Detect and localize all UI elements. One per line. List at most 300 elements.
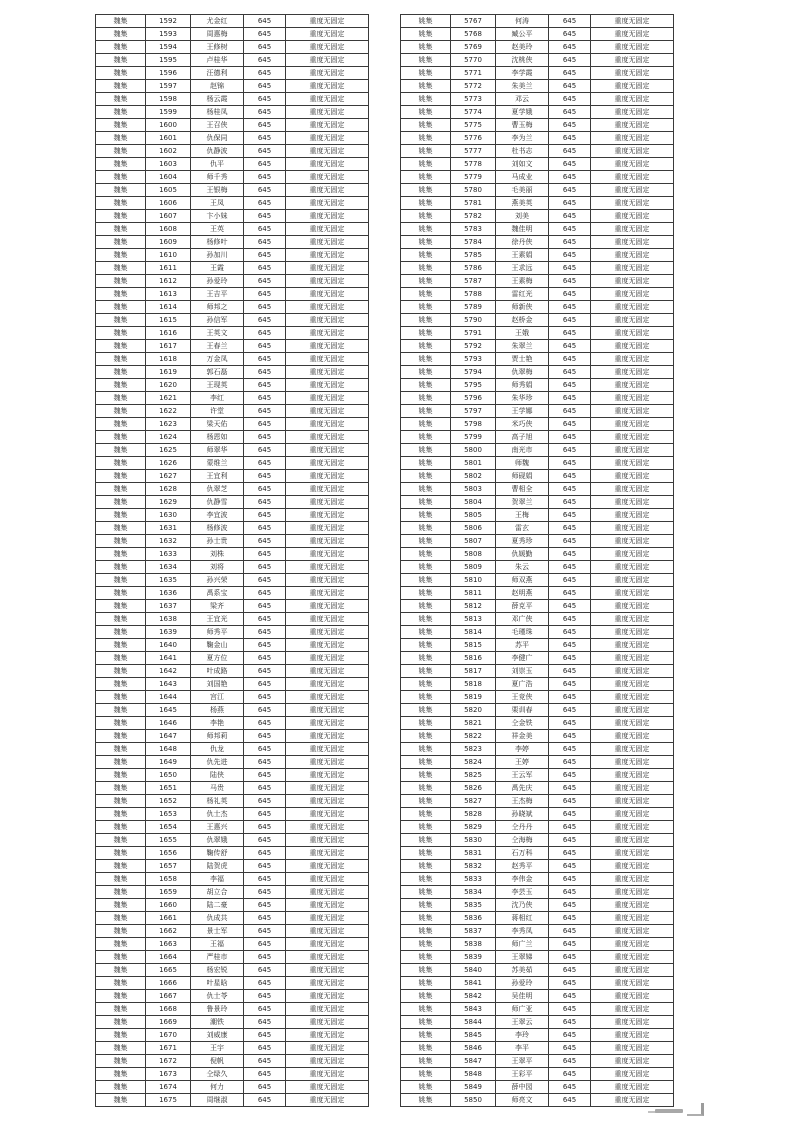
serial-cell: 1659: [146, 886, 191, 899]
area-cell: 姚集: [401, 288, 451, 301]
name-cell: 禹先庆: [496, 782, 549, 795]
name-cell: 王素娟: [496, 249, 549, 262]
area-cell: 姚集: [401, 145, 451, 158]
area-cell: 魏集: [96, 964, 146, 977]
category-cell: 重度无固定: [591, 80, 674, 93]
name-cell: 师广亚: [496, 1003, 549, 1016]
name-cell: 师翠华: [191, 444, 244, 457]
serial-cell: 1670: [146, 1029, 191, 1042]
name-cell: 沈乃侠: [496, 899, 549, 912]
table-row: [96, 964, 369, 977]
amount-cell: 645: [549, 808, 591, 821]
amount-cell: 645: [549, 366, 591, 379]
table-row: [96, 93, 369, 106]
table-row: [96, 730, 369, 743]
serial-cell: 5795: [451, 379, 496, 392]
amount-cell: 645: [549, 665, 591, 678]
table-row: [96, 938, 369, 951]
area-cell: 魏集: [96, 899, 146, 912]
area-cell: 魏集: [96, 366, 146, 379]
serial-cell: 1614: [146, 301, 191, 314]
amount-cell: 645: [244, 925, 286, 938]
category-cell: 重度无固定: [286, 457, 369, 470]
category-cell: 重度无固定: [286, 184, 369, 197]
name-cell: 王福: [191, 938, 244, 951]
table-row: [401, 54, 674, 67]
amount-cell: 645: [549, 301, 591, 314]
area-cell: 姚集: [401, 1003, 451, 1016]
amount-cell: 645: [549, 496, 591, 509]
table-row: [96, 314, 369, 327]
area-cell: 魏集: [96, 1003, 146, 1016]
serial-cell: 5813: [451, 613, 496, 626]
table-row: [96, 379, 369, 392]
table-row: [401, 171, 674, 184]
serial-cell: 1652: [146, 795, 191, 808]
amount-cell: 645: [549, 561, 591, 574]
table-row: [401, 808, 674, 821]
area-cell: 魏集: [96, 483, 146, 496]
area-cell: 姚集: [401, 1042, 451, 1055]
name-cell: 王英: [191, 223, 244, 236]
serial-cell: 5800: [451, 444, 496, 457]
amount-cell: 645: [244, 665, 286, 678]
scan-smudge-corner: [687, 1103, 704, 1116]
area-cell: 魏集: [96, 392, 146, 405]
category-cell: 重度无固定: [591, 873, 674, 886]
area-cell: 姚集: [401, 1055, 451, 1068]
area-cell: 魏集: [96, 860, 146, 873]
name-cell: 师双燕: [496, 574, 549, 587]
category-cell: 重度无固定: [591, 275, 674, 288]
name-cell: 夏方位: [191, 652, 244, 665]
category-cell: 重度无固定: [591, 509, 674, 522]
table-row: [96, 457, 369, 470]
name-cell: 王修树: [191, 41, 244, 54]
category-cell: 重度无固定: [591, 834, 674, 847]
area-cell: 姚集: [401, 587, 451, 600]
serial-cell: 5802: [451, 470, 496, 483]
category-cell: 重度无固定: [286, 574, 369, 587]
name-cell: 孙兴荣: [191, 574, 244, 587]
amount-cell: 645: [549, 756, 591, 769]
name-cell: 仇平: [191, 158, 244, 171]
serial-cell: 1622: [146, 405, 191, 418]
table-row: [401, 1081, 674, 1094]
area-cell: 魏集: [96, 912, 146, 925]
area-cell: 姚集: [401, 483, 451, 496]
amount-cell: 645: [244, 210, 286, 223]
area-cell: 姚集: [401, 535, 451, 548]
table-row: [96, 626, 369, 639]
category-cell: 重度无固定: [286, 249, 369, 262]
name-cell: 祥金美: [496, 730, 549, 743]
name-cell: 仇静波: [191, 145, 244, 158]
area-cell: 姚集: [401, 431, 451, 444]
serial-cell: 5833: [451, 873, 496, 886]
table-row: [401, 158, 674, 171]
category-cell: 重度无固定: [591, 1094, 674, 1107]
table-row: [96, 418, 369, 431]
amount-cell: 645: [244, 912, 286, 925]
area-cell: 魏集: [96, 236, 146, 249]
amount-cell: 645: [244, 886, 286, 899]
serial-cell: 1671: [146, 1042, 191, 1055]
category-cell: 重度无固定: [286, 379, 369, 392]
serial-cell: 1658: [146, 873, 191, 886]
table-row: [401, 67, 674, 80]
serial-cell: 1623: [146, 418, 191, 431]
category-cell: 重度无固定: [591, 431, 674, 444]
name-cell: 曹相全: [496, 483, 549, 496]
name-cell: 师千秀: [191, 171, 244, 184]
category-cell: 重度无固定: [591, 457, 674, 470]
area-cell: 姚集: [401, 340, 451, 353]
serial-cell: 5768: [451, 28, 496, 41]
name-cell: 李红: [191, 392, 244, 405]
area-cell: 姚集: [401, 678, 451, 691]
area-cell: 魏集: [96, 886, 146, 899]
table-row: [401, 119, 674, 132]
area-cell: 魏集: [96, 1042, 146, 1055]
area-cell: 魏集: [96, 717, 146, 730]
amount-cell: 645: [244, 600, 286, 613]
category-cell: 重度无固定: [286, 470, 369, 483]
name-cell: 王翠娣: [496, 951, 549, 964]
category-cell: 重度无固定: [286, 834, 369, 847]
serial-cell: 5822: [451, 730, 496, 743]
amount-cell: 645: [549, 990, 591, 1003]
name-cell: 倪帆: [191, 1055, 244, 1068]
category-cell: 重度无固定: [286, 496, 369, 509]
amount-cell: 645: [549, 106, 591, 119]
table-row: [401, 262, 674, 275]
category-cell: 重度无固定: [591, 483, 674, 496]
area-cell: 魏集: [96, 80, 146, 93]
category-cell: 重度无固定: [286, 132, 369, 145]
amount-cell: 645: [244, 1081, 286, 1094]
name-cell: 夏学娥: [496, 106, 549, 119]
table-row: [401, 535, 674, 548]
area-cell: 魏集: [96, 15, 146, 28]
amount-cell: 645: [244, 860, 286, 873]
area-cell: 姚集: [401, 1029, 451, 1042]
category-cell: 重度无固定: [286, 639, 369, 652]
category-cell: 重度无固定: [591, 951, 674, 964]
area-cell: 姚集: [401, 132, 451, 145]
amount-cell: 645: [549, 1042, 591, 1055]
name-cell: 仇媛勤: [496, 548, 549, 561]
amount-cell: 645: [549, 171, 591, 184]
serial-cell: 5782: [451, 210, 496, 223]
table-row: [96, 197, 369, 210]
table-row: [96, 392, 369, 405]
serial-cell: 1611: [146, 262, 191, 275]
area-cell: 姚集: [401, 613, 451, 626]
serial-cell: 5839: [451, 951, 496, 964]
amount-cell: 645: [549, 353, 591, 366]
name-cell: 杨宏锐: [191, 964, 244, 977]
serial-cell: 1608: [146, 223, 191, 236]
area-cell: 姚集: [401, 262, 451, 275]
table-row: [401, 483, 674, 496]
name-cell: 李平: [496, 1042, 549, 1055]
area-cell: 姚集: [401, 1016, 451, 1029]
amount-cell: 645: [549, 743, 591, 756]
table-row: [401, 600, 674, 613]
name-cell: 曹玉梅: [496, 119, 549, 132]
table-row: [401, 379, 674, 392]
table-row: [96, 301, 369, 314]
area-cell: 魏集: [96, 821, 146, 834]
table-row: [96, 509, 369, 522]
amount-cell: 645: [244, 964, 286, 977]
amount-cell: 645: [549, 977, 591, 990]
area-cell: 魏集: [96, 834, 146, 847]
table-row: [96, 795, 369, 808]
table-row: [96, 756, 369, 769]
area-cell: 姚集: [401, 691, 451, 704]
table-row: [401, 444, 674, 457]
category-cell: 重度无固定: [286, 1029, 369, 1042]
area-cell: 姚集: [401, 574, 451, 587]
serial-cell: 5771: [451, 67, 496, 80]
table-row: [401, 613, 674, 626]
table-row: [401, 795, 674, 808]
area-cell: 魏集: [96, 444, 146, 457]
amount-cell: 645: [549, 886, 591, 899]
table-row: [401, 405, 674, 418]
amount-cell: 645: [244, 223, 286, 236]
area-cell: 姚集: [401, 106, 451, 119]
amount-cell: 645: [549, 535, 591, 548]
amount-cell: 645: [244, 28, 286, 41]
name-cell: 刘威康: [191, 1029, 244, 1042]
area-cell: 魏集: [96, 587, 146, 600]
serial-cell: 5806: [451, 522, 496, 535]
area-cell: 魏集: [96, 93, 146, 106]
amount-cell: 645: [549, 236, 591, 249]
area-cell: 姚集: [401, 80, 451, 93]
name-cell: 魏佳明: [496, 223, 549, 236]
area-cell: 魏集: [96, 119, 146, 132]
category-cell: 重度无固定: [286, 548, 369, 561]
serial-cell: 1610: [146, 249, 191, 262]
name-cell: 梁齐: [191, 600, 244, 613]
name-cell: 苏美茹: [496, 964, 549, 977]
name-cell: 何力: [191, 1081, 244, 1094]
name-cell: 王惠兴: [191, 821, 244, 834]
name-cell: 刘美: [496, 210, 549, 223]
category-cell: 重度无固定: [591, 925, 674, 938]
category-cell: 重度无固定: [286, 158, 369, 171]
table-row: [401, 431, 674, 444]
area-cell: 魏集: [96, 353, 146, 366]
serial-cell: 5842: [451, 990, 496, 1003]
serial-cell: 5775: [451, 119, 496, 132]
amount-cell: 645: [549, 444, 591, 457]
serial-cell: 1613: [146, 288, 191, 301]
amount-cell: 645: [549, 327, 591, 340]
amount-cell: 645: [549, 860, 591, 873]
serial-cell: 1612: [146, 275, 191, 288]
amount-cell: 645: [244, 470, 286, 483]
category-cell: 重度无固定: [286, 1094, 369, 1107]
area-cell: 姚集: [401, 210, 451, 223]
table-row: [96, 1003, 369, 1016]
name-cell: 沈桃侠: [496, 54, 549, 67]
name-cell: 仇士杰: [191, 808, 244, 821]
serial-cell: 1650: [146, 769, 191, 782]
category-cell: 重度无固定: [591, 548, 674, 561]
amount-cell: 645: [549, 912, 591, 925]
category-cell: 重度无固定: [591, 184, 674, 197]
table-row: [96, 184, 369, 197]
serial-cell: 1645: [146, 704, 191, 717]
table-row: [401, 80, 674, 93]
area-cell: 魏集: [96, 652, 146, 665]
amount-cell: 645: [549, 93, 591, 106]
area-cell: 魏集: [96, 210, 146, 223]
name-cell: 王宜利: [191, 470, 244, 483]
serial-cell: 1626: [146, 457, 191, 470]
amount-cell: 645: [244, 366, 286, 379]
serial-cell: 5789: [451, 301, 496, 314]
area-cell: 姚集: [401, 704, 451, 717]
serial-cell: 1648: [146, 743, 191, 756]
category-cell: 重度无固定: [286, 444, 369, 457]
amount-cell: 645: [549, 210, 591, 223]
name-cell: 贺翠兰: [496, 496, 549, 509]
category-cell: 重度无固定: [286, 769, 369, 782]
category-cell: 重度无固定: [286, 41, 369, 54]
table-row: [401, 392, 674, 405]
serial-cell: 5790: [451, 314, 496, 327]
serial-cell: 1636: [146, 587, 191, 600]
amount-cell: 645: [549, 28, 591, 41]
amount-cell: 645: [549, 834, 591, 847]
amount-cell: 645: [244, 418, 286, 431]
serial-cell: 5838: [451, 938, 496, 951]
area-cell: 魏集: [96, 977, 146, 990]
category-cell: 重度无固定: [591, 470, 674, 483]
category-cell: 重度无固定: [591, 236, 674, 249]
category-cell: 重度无固定: [286, 210, 369, 223]
category-cell: 重度无固定: [286, 197, 369, 210]
area-cell: 魏集: [96, 67, 146, 80]
area-cell: 姚集: [401, 860, 451, 873]
serial-cell: 5787: [451, 275, 496, 288]
amount-cell: 645: [244, 834, 286, 847]
amount-cell: 645: [244, 93, 286, 106]
name-cell: 王霞: [191, 262, 244, 275]
name-cell: 杨桂凤: [191, 106, 244, 119]
serial-cell: 5841: [451, 977, 496, 990]
area-cell: 魏集: [96, 691, 146, 704]
serial-cell: 5804: [451, 496, 496, 509]
area-cell: 姚集: [401, 938, 451, 951]
serial-cell: 1649: [146, 756, 191, 769]
category-cell: 重度无固定: [591, 652, 674, 665]
area-cell: 魏集: [96, 665, 146, 678]
amount-cell: 645: [244, 379, 286, 392]
table-row: [96, 912, 369, 925]
category-cell: 重度无固定: [286, 171, 369, 184]
area-cell: 姚集: [401, 847, 451, 860]
serial-cell: 1606: [146, 197, 191, 210]
area-cell: 魏集: [96, 496, 146, 509]
area-cell: 姚集: [401, 119, 451, 132]
category-cell: 重度无固定: [591, 158, 674, 171]
area-cell: 姚集: [401, 54, 451, 67]
serial-cell: 5770: [451, 54, 496, 67]
category-cell: 重度无固定: [286, 847, 369, 860]
name-cell: 马贵: [191, 782, 244, 795]
name-cell: 孙爱玲: [191, 275, 244, 288]
category-cell: 重度无固定: [286, 990, 369, 1003]
serial-cell: 1599: [146, 106, 191, 119]
serial-cell: 5850: [451, 1094, 496, 1107]
area-cell: 魏集: [96, 509, 146, 522]
table-row: [96, 262, 369, 275]
serial-cell: 5837: [451, 925, 496, 938]
category-cell: 重度无固定: [286, 964, 369, 977]
area-cell: 魏集: [96, 561, 146, 574]
serial-cell: 1629: [146, 496, 191, 509]
amount-cell: 645: [549, 483, 591, 496]
area-cell: 魏集: [96, 340, 146, 353]
table-row: [96, 431, 369, 444]
amount-cell: 645: [549, 67, 591, 80]
category-cell: 重度无固定: [286, 509, 369, 522]
area-cell: 魏集: [96, 769, 146, 782]
category-cell: 重度无固定: [286, 743, 369, 756]
table-row: [401, 730, 674, 743]
category-cell: 重度无固定: [286, 119, 369, 132]
serial-cell: 1603: [146, 158, 191, 171]
amount-cell: 645: [549, 769, 591, 782]
name-cell: 王学娜: [496, 405, 549, 418]
table-row: [401, 132, 674, 145]
category-cell: 重度无固定: [286, 717, 369, 730]
amount-cell: 645: [244, 899, 286, 912]
table-row: [96, 249, 369, 262]
category-cell: 重度无固定: [286, 483, 369, 496]
serial-cell: 5847: [451, 1055, 496, 1068]
amount-cell: 645: [549, 184, 591, 197]
amount-cell: 645: [549, 717, 591, 730]
area-cell: 姚集: [401, 899, 451, 912]
name-cell: 何涛: [496, 15, 549, 28]
amount-cell: 645: [244, 197, 286, 210]
name-cell: 许堂: [191, 405, 244, 418]
name-cell: 李玲: [496, 1029, 549, 1042]
table-row: [96, 327, 369, 340]
name-cell: 高子旭: [496, 431, 549, 444]
amount-cell: 645: [244, 145, 286, 158]
category-cell: 重度无固定: [591, 119, 674, 132]
serial-cell: 5801: [451, 457, 496, 470]
serial-cell: 1592: [146, 15, 191, 28]
serial-cell: 1653: [146, 808, 191, 821]
area-cell: 魏集: [96, 145, 146, 158]
name-cell: 仇保同: [191, 132, 244, 145]
area-cell: 姚集: [401, 808, 451, 821]
amount-cell: 645: [244, 587, 286, 600]
serial-cell: 1673: [146, 1068, 191, 1081]
name-cell: 杨礼英: [191, 795, 244, 808]
amount-cell: 645: [244, 275, 286, 288]
